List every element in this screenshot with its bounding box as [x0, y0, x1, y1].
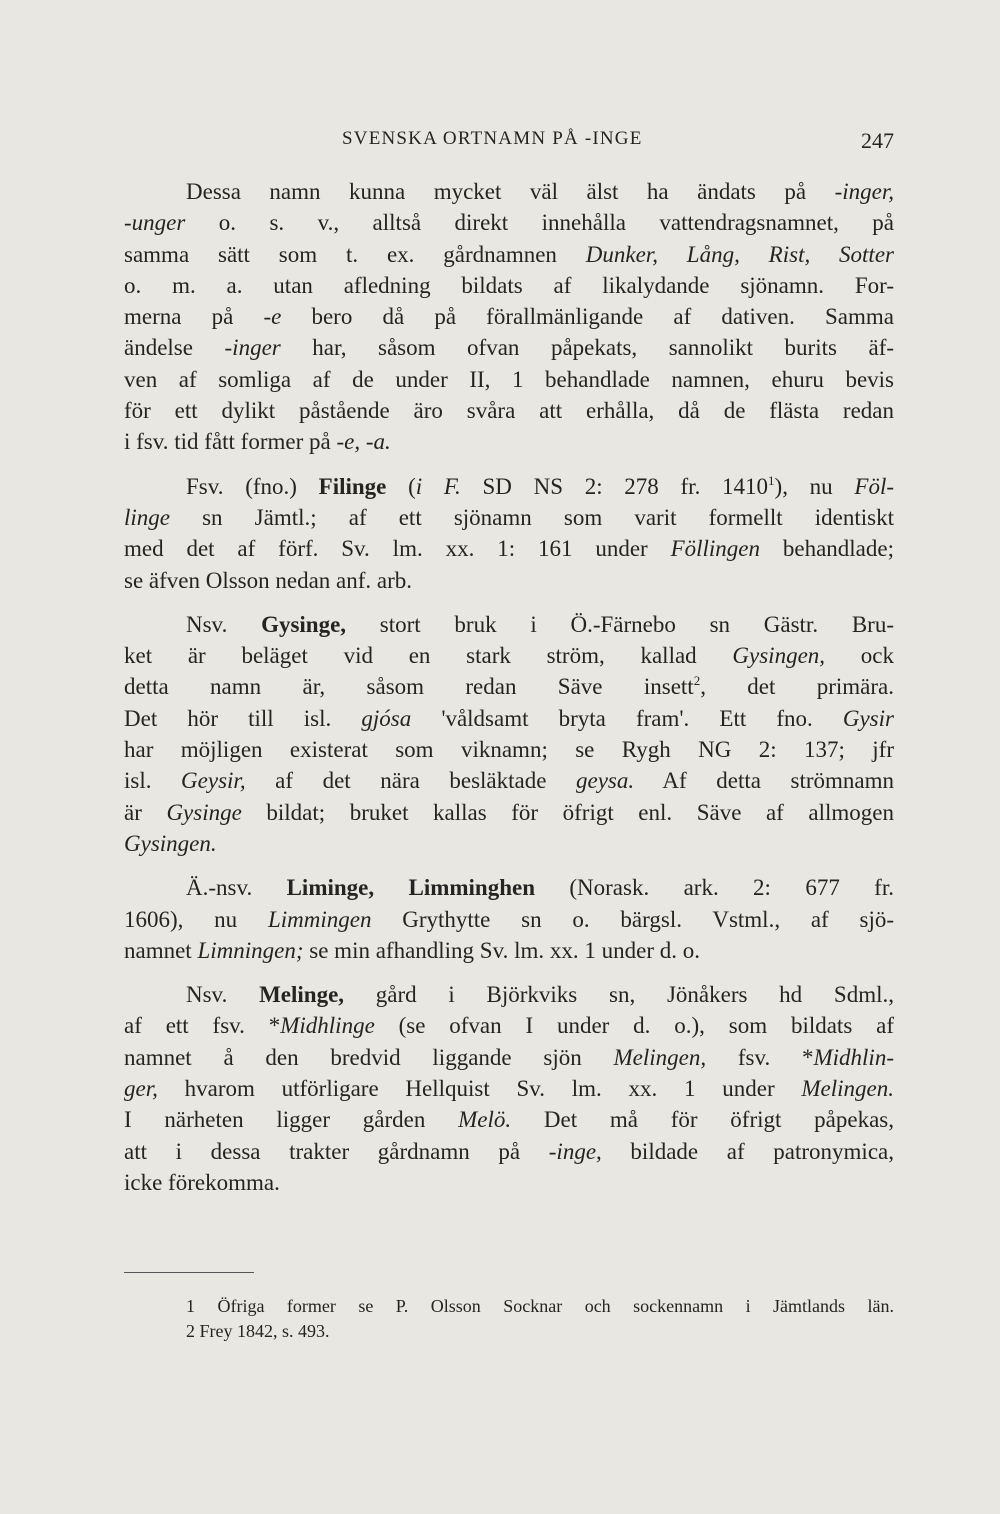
text-run: se min afhandling Sv. lm. xx. 1 under d. o. [303, 937, 701, 963]
text-run: ), nu [774, 473, 855, 499]
paragraph [124, 471, 894, 596]
italic-run: i F. [415, 473, 461, 499]
text-run: har, såsom ofvan påpekats, sannolikt burits äf- [280, 335, 895, 361]
paragraph-gap [124, 966, 894, 979]
text-line [124, 904, 894, 935]
paragraph-gap [124, 458, 894, 471]
text-run: är [124, 799, 167, 825]
paragraph [124, 176, 894, 458]
text-run: 1606), nu [124, 906, 268, 932]
italic-run: Melingen. [801, 1076, 894, 1102]
text-run: sn Jämtl.; af ett sjönamn som varit formellt identiskt [170, 504, 894, 530]
paragraph [124, 979, 894, 1198]
text-run: namnet [124, 937, 198, 963]
text-run: 'våldsamt bryta fram'. Ett fno. [411, 705, 843, 731]
text-run: bildat; bruket kallas för öfrigt enl. Säve af allmogen [241, 799, 894, 825]
text-run: , det primära. [700, 674, 894, 700]
text-line [124, 565, 894, 596]
italic-run: -inger, [834, 179, 894, 204]
text-run: hvarom utförligare Hellquist Sv. lm. xx. 1 under [157, 1076, 802, 1102]
footnote-2: 2 Frey 1842, s. 493. [186, 1321, 330, 1341]
italic-run: -unger [124, 210, 186, 236]
text-run: Nsv. [186, 982, 260, 1008]
text-line [124, 364, 894, 395]
text-run: Af detta strömnamn [634, 768, 894, 794]
text-run: Det må för öfrigt påpekas, [511, 1107, 894, 1133]
text-run: o. m. a. utan afledning bildats af likalydande sjönamn. For- [124, 272, 894, 298]
italic-run: Melingen, [613, 1044, 707, 1070]
italic-run: Midhlinge [280, 1013, 375, 1039]
text-run: för ett dylikt påstående äro svåra att erhålla, då de flästa redan [124, 398, 894, 424]
text-run: (se ofvan I under d. o.), som bildats af [374, 1013, 894, 1039]
footnote-rule [124, 1272, 254, 1273]
text-line [124, 270, 894, 301]
text-run: af ett fsv. * [124, 1013, 281, 1039]
italic-run: Gysingen, [732, 643, 826, 669]
text-run: ock [825, 643, 894, 669]
text-run: ( [386, 473, 416, 499]
text-run: icke förekomma. [124, 1169, 280, 1195]
text-line [124, 640, 894, 671]
italic-run: ger, [124, 1076, 158, 1102]
headword: Liminge, Limminghen [286, 875, 536, 901]
text-run: har möjligen existerat som viknamn; se Rygh NG 2: 137; jfr [124, 737, 894, 763]
italic-run: geysa. [576, 768, 635, 794]
italic-run: Föllingen [670, 536, 760, 562]
italic-run: -e, -a. [336, 429, 391, 455]
text-run: bero då på förallmänligande af dativen. Samma [281, 304, 894, 330]
text-line [124, 332, 894, 363]
text-line [124, 671, 894, 702]
text-run: Fsv. (fno.) [186, 473, 319, 499]
text-line [124, 395, 894, 426]
text-line [124, 734, 894, 765]
italic-run: Melö. [458, 1107, 512, 1133]
text-run: bildade af patronymica, [601, 1138, 894, 1164]
page-number: 247 [861, 128, 894, 153]
text-line [124, 1136, 894, 1167]
running-title: SVENSKA ORTNAMN PÅ -INGE [342, 128, 643, 149]
text-line [124, 301, 894, 332]
footnotes [186, 1294, 894, 1344]
text-run: Ä.-nsv. [186, 875, 287, 901]
headword: Gysinge, [261, 611, 347, 637]
text-run: behandlade; [760, 536, 894, 562]
italic-run: Geysir, [181, 768, 246, 794]
text-line [124, 239, 894, 270]
text-line [124, 828, 894, 859]
text-line [124, 765, 894, 796]
text-line [124, 703, 894, 734]
headword: Filinge [318, 473, 387, 499]
text-run: ket är beläget vid en stark ström, kallad [124, 643, 733, 669]
text-line [124, 426, 894, 457]
italic-run: Dunker, Lång, Rist, Sotter [585, 241, 894, 267]
text-line [124, 1042, 894, 1073]
text-run: ven af somliga af de under II, 1 behandlade namnen, ehuru bevis [124, 366, 894, 392]
italic-run: -e [263, 304, 282, 330]
text-run: o. s. v., alltså direkt innehålla vattendragsnamnet, på [185, 210, 894, 236]
paragraph-gap [124, 859, 894, 872]
text-line [124, 533, 894, 564]
page-header [124, 128, 894, 160]
text-run: stort bruk i Ö.-Färnebo sn Gästr. Bru- [346, 611, 894, 637]
text-run: Grythytte sn o. bärgsl. Vstml., af sjö- [371, 906, 894, 932]
text-run: detta namn är, såsom redan Säve insett [124, 674, 694, 700]
italic-run: Limningen; [197, 937, 304, 963]
text-run: fsv. * [706, 1044, 814, 1070]
text-run: Det hör till isl. [124, 705, 362, 731]
italic-run: Gysir [842, 705, 894, 731]
italic-run: linge [124, 504, 170, 530]
text-run: samma sätt som t. ex. gårdnamnen [124, 241, 586, 267]
text-line [124, 1104, 894, 1135]
text-line [124, 207, 894, 238]
text-run: Dessa namn kunna mycket väl älst ha ändats på [186, 179, 835, 204]
text-run: gård i Björkviks sn, Jönåkers hd Sdml., [344, 982, 894, 1008]
italic-run: Gysinge [166, 799, 242, 825]
text-run: isl. [124, 768, 182, 794]
footnote-1: 1 Öfriga former se P. Olsson Socknar och sockennamn i Jämtlands län. [186, 1296, 894, 1316]
italic-run: -inger [224, 335, 281, 361]
text-line [124, 1167, 894, 1198]
text-run: med det af förf. Sv. lm. xx. 1: 161 under [124, 536, 671, 562]
paragraph-gap [124, 596, 894, 609]
text-line [124, 935, 894, 966]
text-line [124, 471, 894, 502]
italic-run: Limmingen [267, 906, 372, 932]
text-run: ändelse [124, 335, 225, 361]
text-line [124, 872, 894, 903]
text-line [124, 609, 894, 640]
text-run: merna på [124, 304, 264, 330]
footnote-ref: 1 [768, 472, 775, 488]
text-run: namnet å den bredvid liggande sjön [124, 1044, 614, 1070]
text-line [124, 979, 894, 1010]
text-line [124, 797, 894, 828]
text-run: (Norask. ark. 2: 677 fr. [535, 875, 894, 901]
text-run: af det nära besläktade [245, 768, 576, 794]
italic-run: gjósa [361, 705, 412, 731]
paragraph [124, 872, 894, 966]
text-run: i fsv. tid fått former på [124, 429, 337, 455]
footnote-ref: 2 [693, 673, 701, 689]
italic-run: Midhlin- [813, 1044, 894, 1070]
text-line [124, 1073, 894, 1104]
text-run: SD NS 2: 278 fr. 1410 [460, 473, 769, 499]
headword: Melinge, [259, 982, 345, 1008]
italic-run: -inge, [548, 1138, 602, 1164]
text-line [124, 502, 894, 533]
text-line [124, 1010, 894, 1041]
italic-run: Gysingen. [124, 830, 217, 856]
text-run: I närheten ligger gården [124, 1107, 459, 1133]
text-line [124, 176, 894, 207]
body-text [124, 176, 894, 1198]
text-run: att i dessa trakter gårdnamn på [124, 1138, 549, 1164]
text-run: Nsv. [186, 611, 262, 637]
italic-run: Föl- [854, 473, 894, 499]
text-run: se äfven Olsson nedan anf. arb. [124, 567, 413, 593]
paragraph [124, 609, 894, 859]
